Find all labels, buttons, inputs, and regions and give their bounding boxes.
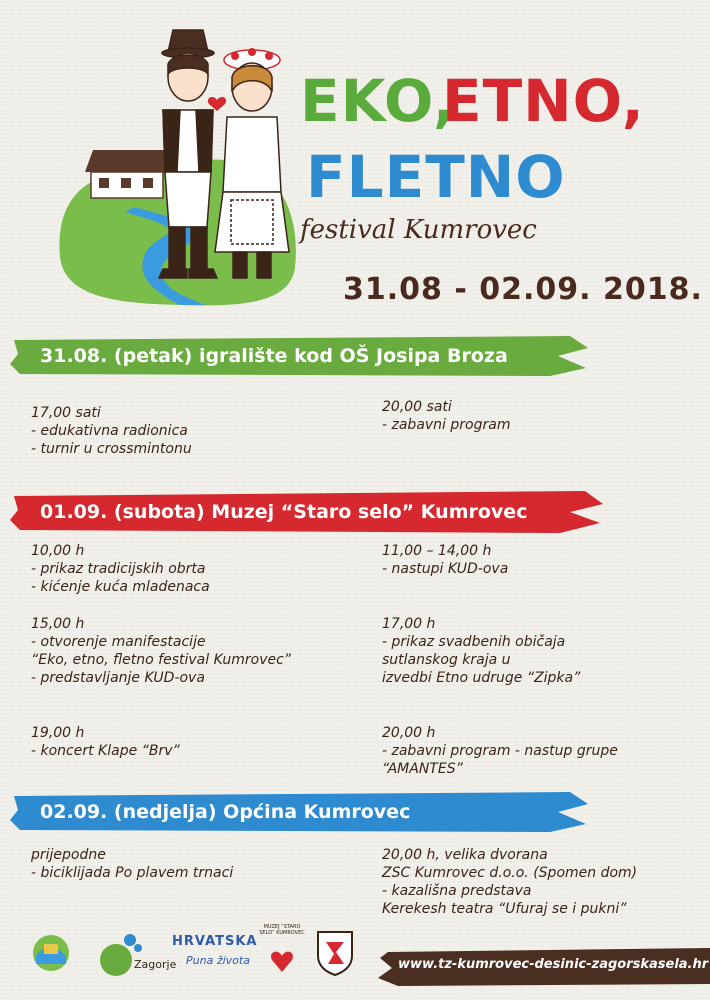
event-line: “Eko, etno, fletno festival Kumrovec” [31,652,292,668]
hrvatska-tagline: Puna života [186,954,250,967]
event-line: - otvorenje manifestacije [31,634,206,650]
event-time: 11,00 – 14,00 h [382,543,492,559]
day3-right-col [382,846,637,918]
muzej-label: MUZEJ “STARO SELO” KUMROVEC [259,924,305,936]
kumrovec-coat-of-arms-icon [316,930,354,976]
muzej-staro-selo-logo [257,924,307,980]
day1-left-col [31,404,192,458]
day-banner-2 [10,490,605,534]
vineyard-logo [30,932,72,974]
day2-right-col-2 [382,615,580,687]
day2-left-col-1 [31,542,210,596]
event-line: - turnir u crossmintonu [31,441,192,457]
event-line: - zabavni program - nastup grupe [382,743,618,759]
event-time: 20,00 sati [382,399,452,415]
day-heading-1: 31.08. (petak) igralište kod OŠ Josipa Broza [40,345,508,367]
website-link[interactable]: www.tz-kumrovec-desinic-zagorskasela.hr [398,957,709,972]
woman-figure [215,48,289,278]
event-line: ZSC Kumrovec d.o.o. (Spomen dom) [382,865,638,881]
event-line: - koncert Klape “Brv” [31,743,180,759]
event-time: 17,00 h [382,616,436,632]
event-line: Kerekesh teatra “Ufuraj se i pukni” [382,901,627,917]
event-line: - nastupi KUD-ova [382,561,509,577]
hrvatska-logo [172,932,258,978]
event-line: - predstavljanje KUD-ova [31,670,205,686]
day-banner-1 [10,334,590,378]
day-banner-3 [10,790,590,834]
day2-right-col-1 [382,542,508,578]
hrvatska-wordmark: HRVATSKA [172,934,258,949]
event-time: 10,00 h [31,543,85,559]
day2-left-col-3 [31,724,180,760]
event-line: - prikaz tradicijskih obrta [31,561,206,577]
festival-subtitle: festival Kumrovec [300,215,537,245]
festival-dates: 31.08 - 02.09. 2018. [343,272,703,307]
day-heading-2: 01.09. (subota) Muzej “Staro selo” Kumrovec [40,501,528,523]
event-time: 17,00 sati [31,405,101,421]
event-time: 20,00 h [382,725,436,741]
couple-illustration [55,22,305,312]
event-line: - biciklijada Po plavem trnaci [31,865,234,881]
day2-left-col-2 [31,615,291,687]
day2-right-col-3 [382,724,618,778]
event-line: - edukativna radionica [31,423,188,439]
event-line: “AMANTES” [382,761,463,777]
event-time: 20,00 h, velika dvorana [382,847,548,863]
title-fletno: FLETNO [306,143,566,211]
zagorje-logo [98,930,177,978]
title-etno: ETNO, [442,67,645,135]
event-line: izvedbi Etno udruge “Zipka” [382,670,581,686]
event-line: - kazališna predstava [382,883,532,899]
heart-flower-icon [267,946,297,976]
house-icon [85,150,167,198]
event-line: sutlanskog kraja u [382,652,511,668]
event-line: - zabavni program [382,417,511,433]
event-line: - prikaz svadbenih običaja [382,634,566,650]
event-time: prijepodne [31,847,106,863]
event-time: 15,00 h [31,616,85,632]
title-eko: EKO, [300,67,457,135]
zagorje-label: Zagorje [134,958,177,971]
event-line: - kićenje kuća mladenaca [31,579,210,595]
heart-icon [208,97,226,111]
event-time: 19,00 h [31,725,85,741]
day1-right-col [382,398,510,434]
day-heading-3: 02.09. (nedjelja) Općina Kumrovec [40,801,411,823]
day3-left-col [31,846,233,882]
